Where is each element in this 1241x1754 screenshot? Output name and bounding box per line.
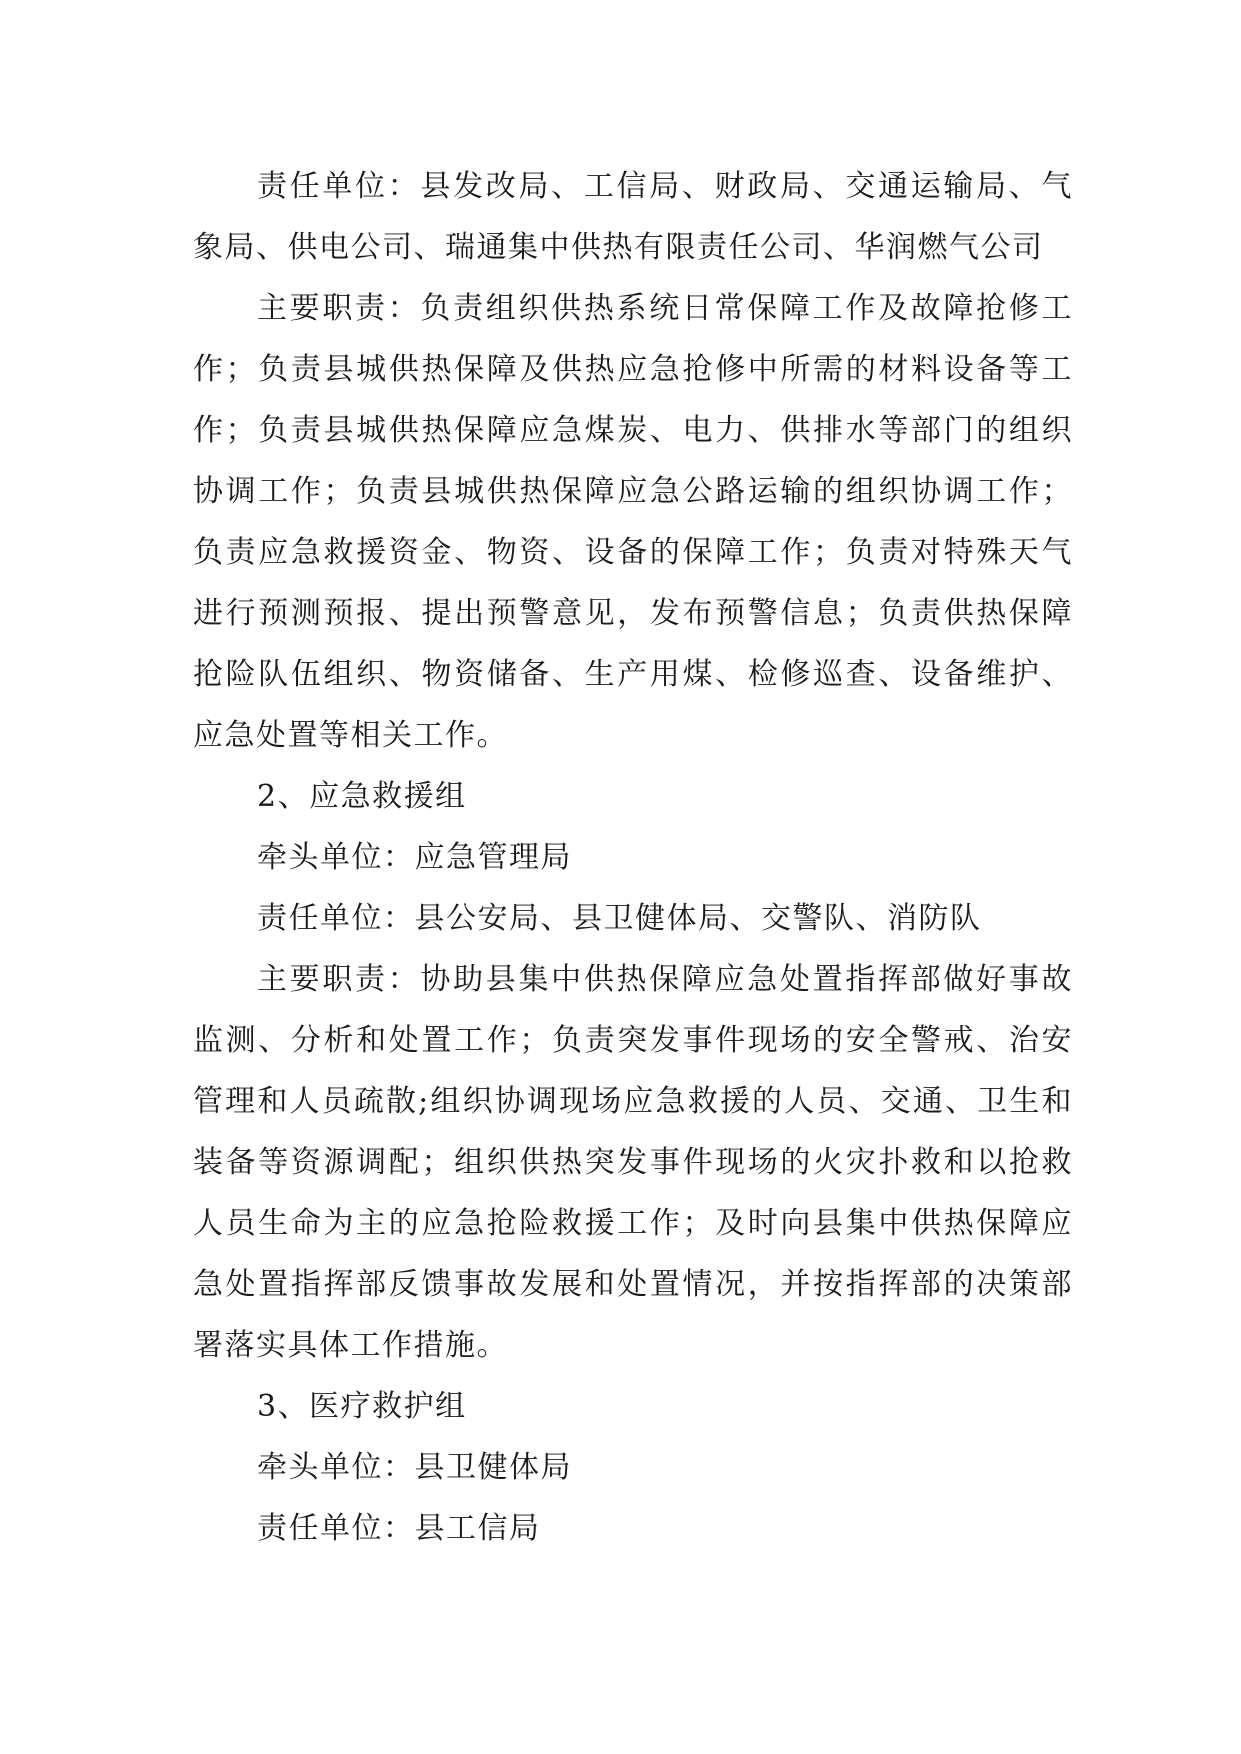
- section-heading-emergency-rescue: 2、应急救援组: [257, 779, 467, 814]
- main-duties-paragraph: 主要职责：协助县集中供热保障应急处置指挥部做好事故监测、分析和处置工作；负责突发事件现场的安全警戒、治安管理和人员疏散;组织协调现场应急救援的人员、交通、卫生和装备等资源调配；组织供热突发事件现场的火灾扑救和以抢救人员生命为主的应急抢险救援工作；及时向县集中供热保障应急处置指挥部反馈事故发展和处置情况，并按指挥部的决策部署落实具体工作措施。: [193, 962, 1073, 1363]
- lead-unit-paragraph: 牵头单位：应急管理局: [257, 840, 572, 875]
- document-body: [193, 156, 1073, 1559]
- responsible-units-paragraph: 责任单位：县发改局、工信局、财政局、交通运输局、气象局、供电公司、瑞通集中供热有限责任公司、华润燃气公司: [193, 169, 1073, 265]
- main-duties-paragraph: 主要职责：负责组织供热系统日常保障工作及故障抢修工作；负责县城供热保障及供热应急抢修中所需的材料设备等工作；负责县城供热保障应急煤炭、电力、供排水等部门的组织协调工作；负责县城供热保障应急公路运输的组织协调工作；负责应急救援资金、物资、设备的保障工作；负责对特殊天气进行预测预报、提出预警意见，发布预警信息；负责供热保障抢险队伍组织、物资储备、生产用煤、检修巡查、设备维护、应急处置等相关工作。: [193, 291, 1073, 753]
- section-heading-medical-rescue: 3、医疗救护组: [257, 1389, 467, 1424]
- responsible-units-paragraph: 责任单位：县工信局: [257, 1511, 541, 1546]
- lead-unit-paragraph: 牵头单位：县卫健体局: [257, 1450, 572, 1485]
- responsible-units-paragraph: 责任单位：县公安局、县卫健体局、交警队、消防队: [257, 901, 982, 936]
